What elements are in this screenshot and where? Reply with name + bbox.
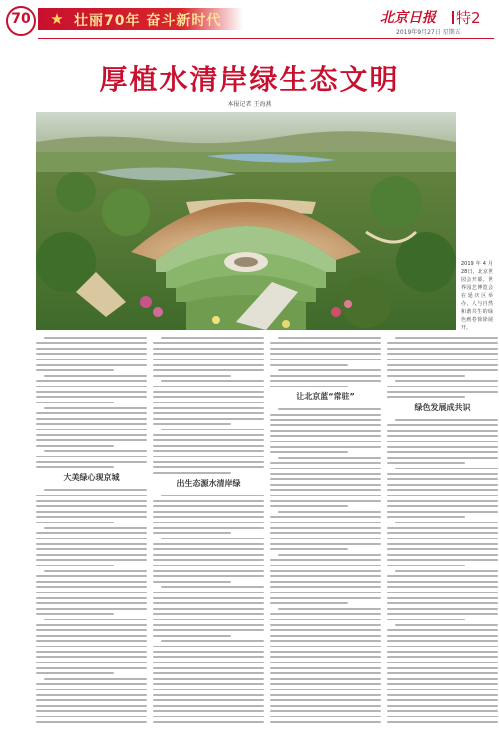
divider-bar	[452, 11, 454, 24]
photo-caption: 2019年4月28日，北京世园会开幕。世界园艺博览会在延庆区举办，人与自然和谐共生的绿色画卷徐徐展开。	[461, 261, 493, 331]
aerial-photo	[36, 112, 456, 330]
body-column-3	[270, 337, 381, 725]
subhead-4: 绿色发展成共识	[414, 403, 471, 413]
page-label	[448, 7, 481, 28]
subhead-1: 大美绿心现京城	[63, 473, 120, 483]
byline: 本报记者 王海燕	[227, 101, 272, 108]
banner-text: 壮丽70年 奋斗新时代	[74, 13, 222, 29]
body-column-1	[36, 337, 147, 725]
anniversary-70-logo	[6, 6, 36, 36]
headline: 厚植水清岸绿生态文明	[99, 63, 400, 96]
page-header	[0, 0, 499, 42]
header-rule	[38, 38, 494, 39]
body-column-2	[153, 337, 264, 725]
date-line: 2019年9月27日 星期五	[396, 29, 461, 36]
page-label-text: 特2	[456, 9, 481, 27]
newspaper-name: 北京日报	[380, 10, 436, 26]
body-column-4	[387, 337, 498, 725]
subhead-2: 出生态源水清岸绿	[176, 478, 241, 488]
subhead-3: 让北京蓝“常驻”	[296, 392, 355, 402]
logo-number: 70	[11, 11, 31, 27]
banner-ribbon	[38, 8, 243, 30]
star-icon: ★	[50, 10, 64, 28]
